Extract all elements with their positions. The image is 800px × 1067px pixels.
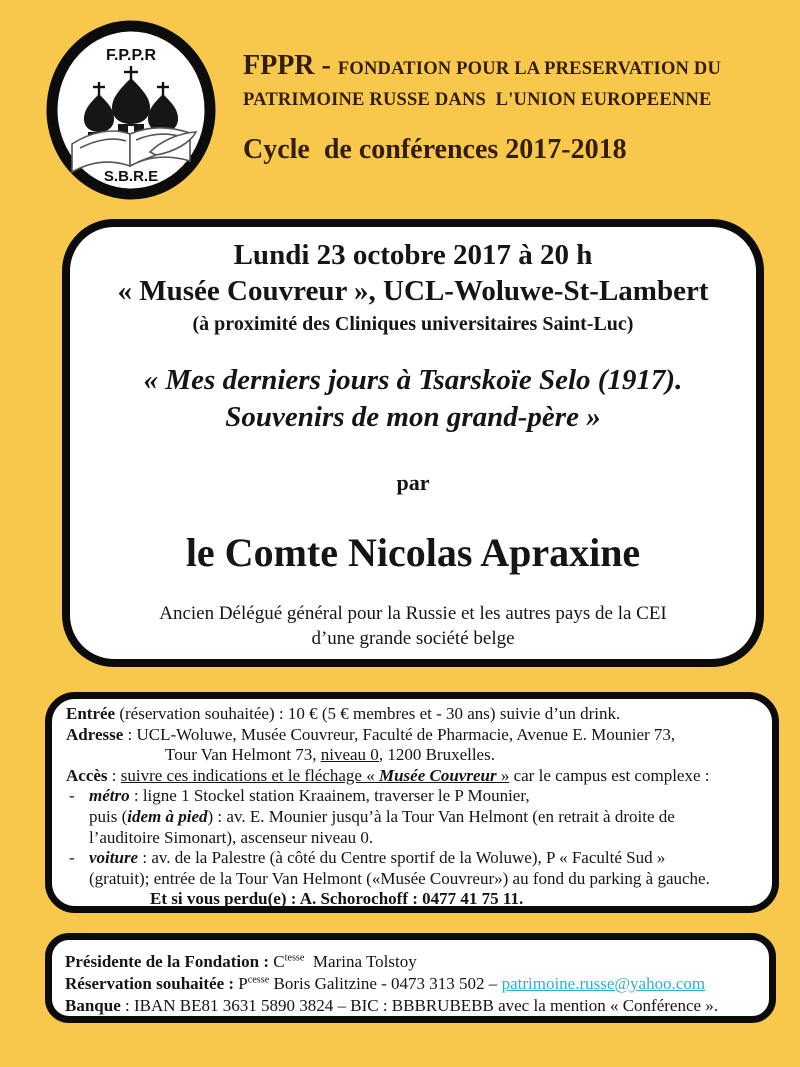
- reservation-text: Boris Galitzine - 0473 313 502 –: [269, 974, 502, 993]
- email-link[interactable]: patrimoine.russe@yahoo.com: [501, 974, 706, 993]
- adresse-label: Adresse: [66, 724, 124, 744]
- lost-contact-line: Et si vous perdu(e) : A. Schorochoff : 0477 41 75 11.: [150, 889, 524, 909]
- logo-bottom-text: S.B.R.E: [103, 168, 159, 185]
- acces-musee-couvreur: Musée Couvreur: [378, 765, 497, 785]
- acces-underline-post: »: [496, 765, 510, 785]
- reservation-label: Réservation souhaitée :: [65, 974, 239, 993]
- event-venue: « Musée Couvreur », UCL-Woluwe-St-Lambert: [117, 275, 709, 307]
- contact-box: [45, 933, 776, 1023]
- org-name: [243, 50, 723, 116]
- lecture-title-line2: Souvenirs de mon grand-père »: [225, 401, 601, 433]
- voiture-dash: -: [69, 848, 75, 868]
- metro-line: [66, 786, 762, 807]
- presidente-line: [65, 951, 769, 973]
- banque-label: Banque: [65, 996, 121, 1015]
- metro-line2-pre: puis (: [89, 806, 128, 826]
- acces-sep: :: [107, 765, 121, 785]
- voiture-line2: (gratuit); entrée de la Tour Van Helmont («Musée Couvreur») au fond du parking à gauche.: [89, 868, 710, 888]
- adresse-line2-post: , 1200 Bruxelles.: [378, 745, 495, 765]
- org-name-line2: PATRIMOINE RUSSE DANS L'UNION EUROPEENNE: [243, 90, 712, 110]
- speaker-desc-line2: d’une grande société belge: [311, 628, 515, 649]
- presidente-label: Présidente de la Fondation :: [65, 952, 274, 971]
- event-box: [62, 219, 764, 667]
- logo-top-text: F.P.P.R: [105, 47, 157, 64]
- event-proximity: (à proximité des Cliniques universitaires Saint-Luc): [192, 313, 634, 335]
- metro-line2-post: ) : av. E. Mounier jusqu’à la Tour Van Helmont (en retrait à droite de: [207, 806, 675, 826]
- metro-line2: [66, 807, 762, 828]
- info-box: [45, 692, 779, 913]
- speaker-name: le Comte Nicolas Apraxine: [185, 530, 641, 575]
- reservation-initial: P: [238, 974, 248, 993]
- presidente-sup: tesse: [284, 952, 305, 964]
- banque-text: : IBAN BE81 3631 5890 3824 – BIC : BBBRUBEBB avec la mention « Conférence ».: [120, 996, 719, 1015]
- reservation-sup: cesse: [247, 974, 270, 986]
- cycle-title: Cycle de conférences 2017-2018: [243, 134, 627, 165]
- lecture-title-line1: « Mes derniers jours à Tsarskoïe Selo (1917).: [143, 364, 683, 396]
- voiture-line: [66, 848, 762, 869]
- acces-line: [66, 766, 762, 787]
- adresse-line2: [66, 745, 762, 766]
- metro-text: : ligne 1 Stockel station Kraainem, traverser le P Mounier,: [129, 786, 530, 806]
- voiture-label: voiture: [89, 848, 139, 868]
- metro-label: métro: [89, 786, 130, 806]
- org-acronym: FPPR -: [243, 50, 338, 81]
- fppr-logo: [44, 20, 218, 201]
- reservation-line: [65, 973, 769, 995]
- acces-underline-pre: suivre ces indications et le fléchage «: [120, 765, 379, 785]
- idem-a-pied: idem à pied: [127, 806, 208, 826]
- acces-label: Accès: [66, 765, 108, 785]
- org-name-line1-rest: FONDATION POUR LA PRESERVATION DU: [337, 59, 722, 79]
- par-label: par: [396, 470, 430, 495]
- metro-dash: -: [69, 786, 75, 806]
- acces-rest: car le campus est complexe :: [509, 765, 710, 785]
- presidente-name: Marina Tolstoy: [304, 952, 417, 971]
- adresse-line2-pre: Tour Van Helmont 73,: [165, 745, 321, 765]
- adresse-line: [66, 725, 762, 746]
- entree-line: [66, 704, 762, 725]
- presidente-initial: C: [273, 952, 285, 971]
- entree-text: (réservation souhaitée) : 10 € (5 € membres et - 30 ans) suivie d’un drink.: [115, 704, 621, 723]
- speaker-desc-line1: Ancien Délégué général pour la Russie et les autres pays de la CEI: [159, 603, 667, 624]
- entree-label: Entrée: [66, 704, 116, 723]
- niveau-0-underline: niveau 0: [320, 745, 379, 765]
- metro-line3: l’auditoire Simonart), ascenseur niveau 0.: [89, 827, 374, 847]
- adresse-text: : UCL-Woluwe, Musée Couvreur, Faculté de Pharmacie, Avenue E. Mounier 73,: [123, 724, 676, 744]
- banque-line: [65, 995, 769, 1017]
- voiture-text: : av. de la Palestre (à côté du Centre sportif de la Woluwe), P « Faculté Sud »: [138, 848, 666, 868]
- org-name-line1: [243, 50, 723, 85]
- event-date: Lundi 23 octobre 2017 à 20 h: [233, 239, 593, 271]
